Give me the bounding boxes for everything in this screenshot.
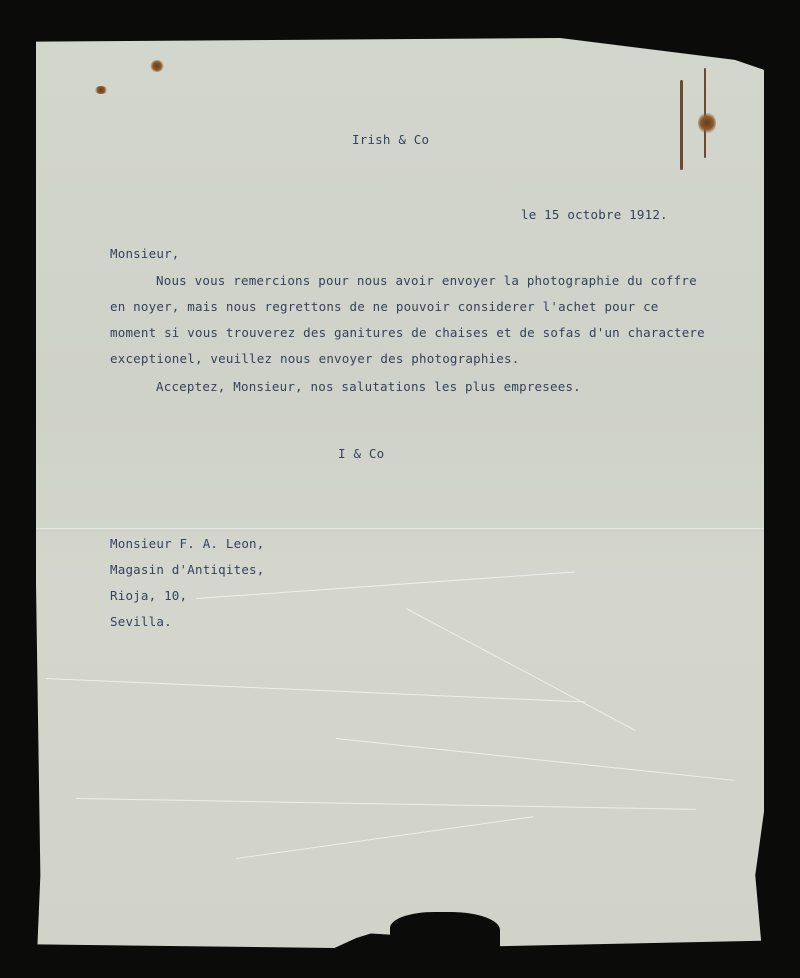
signature: I & Co <box>338 446 385 461</box>
body-line: en noyer, mais nous regrettons de ne pouvoir considerer l'achet pour ce <box>110 299 659 314</box>
ink-spot <box>150 60 164 72</box>
address-line: Monsieur F. A. Leon, <box>110 536 265 551</box>
fold-line <box>36 528 764 531</box>
paper-crease <box>336 738 734 781</box>
address-line: Magasin d'Antiqites, <box>110 562 265 577</box>
paper-crease <box>46 678 586 703</box>
paper-clip-mark <box>680 80 683 170</box>
letter-date: le 15 octobre 1912. <box>521 207 668 222</box>
closing-line: Acceptez, Monsieur, nos salutations les plus empresees. <box>156 379 581 394</box>
letter-heading: Irish & Co <box>352 132 430 147</box>
paper-crease <box>236 816 533 859</box>
body-line: exceptionel, veuillez nous envoyer des photographies. <box>110 351 520 366</box>
body-line: Nous vous remercions pour nous avoir envoyer la photographie du coffre <box>156 273 697 288</box>
ink-spot <box>94 86 108 94</box>
torn-edge <box>390 912 500 952</box>
address-line: Rioja, 10, <box>110 588 188 603</box>
address-line: Sevilla. <box>110 614 172 629</box>
body-line: moment si vous trouverez des ganitures de chaises et de sofas d'un charactere <box>110 325 705 340</box>
salutation: Monsieur, <box>110 246 180 261</box>
rust-stain <box>698 112 716 134</box>
letter-paper <box>36 38 764 948</box>
paper-crease <box>76 798 696 810</box>
paper-crease <box>406 608 636 731</box>
